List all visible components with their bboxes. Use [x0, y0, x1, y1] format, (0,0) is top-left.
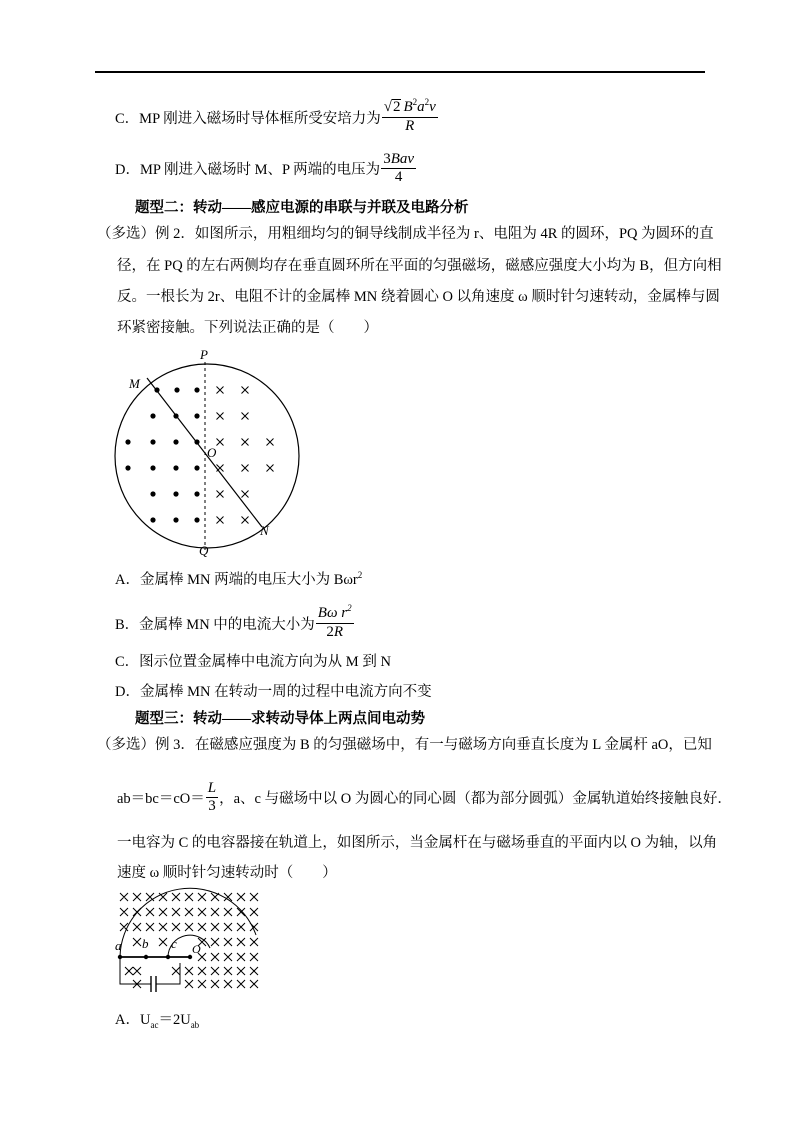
example3-line3: 一电容为 C 的电容器接在轨道上，如图所示，当金属杆在与磁场垂直的平面内以 O 为轴，以角	[117, 835, 718, 851]
field-cross	[242, 387, 249, 394]
option-b-text: B．金属棒 MN 中的电流大小为	[115, 616, 315, 633]
denominator-coefficient: 2	[326, 624, 334, 640]
field-cross	[267, 465, 274, 472]
sqrt-argument: 2	[392, 99, 401, 115]
label-o: O	[192, 942, 201, 956]
label-q: Q	[199, 543, 209, 558]
fraction-denominator	[324, 624, 345, 641]
point-c	[166, 955, 170, 959]
example3-line4: 速度 ω 顺时针匀速转动时（ ）	[117, 865, 337, 881]
field-dot	[150, 465, 155, 470]
example2-stem-line1: （多选）例 2．如图所示，用粗细均匀的铜导线制成半径为 r、电阻为 4R 的圆环，PQ 为圆环的直	[97, 226, 714, 242]
field-dot	[173, 517, 178, 522]
field-cross	[217, 387, 224, 394]
field-dot	[194, 465, 199, 470]
field-dot	[173, 439, 178, 444]
label-a: a	[115, 938, 122, 953]
field-dot	[194, 413, 199, 418]
numerator-variables: Bav	[390, 150, 415, 167]
option-a-exponent: 2	[357, 570, 363, 580]
label-m: M	[129, 376, 140, 391]
example3-line2	[117, 775, 732, 819]
sqrt-symbol: √	[383, 99, 392, 115]
field-cross	[242, 413, 249, 420]
prev-option-d	[115, 146, 417, 190]
field-dot	[150, 491, 155, 496]
field-dot	[154, 387, 159, 392]
cross-row-5	[198, 953, 258, 961]
label-b: b	[142, 936, 149, 951]
var-a: a	[417, 99, 425, 115]
example3-figure	[110, 885, 270, 997]
field-dot	[173, 465, 178, 470]
prev-option-c-fraction	[382, 99, 438, 135]
prev-option-c-text: C．MP 刚进入磁场时导体框所受安培力为	[115, 110, 381, 127]
example2-stem-line2: 径，在 PQ 的左右两侧均存在垂直圆环所在平面的匀强磁场，磁感应强度大小均为 B，但方向相	[117, 258, 722, 274]
example3-option-a	[115, 1010, 199, 1030]
fraction-numerator	[381, 151, 416, 169]
exp-b: 2	[412, 97, 418, 107]
field-dot	[173, 413, 178, 418]
label-n: N	[260, 523, 269, 538]
cross-row-3	[120, 923, 258, 931]
numerator-exponent: 2	[347, 603, 352, 613]
example2-stem-line3: 反。一根长为 2r、电阻不计的金属棒 MN 绕着圆心 O 以角速度 ω 顺时针匀速转动，金属棒与圆	[117, 289, 720, 305]
example2-option-a	[115, 570, 362, 590]
field-cross	[217, 413, 224, 420]
example2-stem-line4: 环紧密接触。下列说法正确的是（ ）	[117, 320, 378, 336]
field-cross	[242, 465, 249, 472]
option-a-middle: ＝2U	[158, 1012, 191, 1028]
field-cross	[242, 491, 249, 498]
fraction-denominator: R	[405, 118, 415, 134]
field-cross	[267, 439, 274, 446]
field-cross	[217, 517, 224, 524]
field-dot	[174, 387, 179, 392]
exp-a: 2	[424, 97, 430, 107]
label-c: c	[171, 936, 177, 951]
field-dot	[150, 413, 155, 418]
field-dot	[194, 387, 199, 392]
fraction-denominator: 4	[394, 168, 403, 185]
option-a-prefix: A．U	[115, 1012, 151, 1028]
field-dot	[150, 439, 155, 444]
option-a-sub2: ab	[190, 1020, 200, 1030]
cross-row-1	[120, 893, 258, 901]
section3-title: 题型三：转动——求转动导体上两点间电动势	[135, 711, 425, 727]
field-dot	[194, 439, 199, 444]
field-dots	[125, 387, 199, 522]
cross-row-7	[133, 980, 258, 988]
option-a-sub1: ac	[150, 1020, 159, 1030]
field-dot	[194, 491, 199, 496]
example2-figure	[110, 343, 310, 563]
prev-option-c	[115, 95, 439, 139]
field-dot	[150, 517, 155, 522]
numerator-variables: Bω r	[317, 605, 348, 621]
sqrt-expression	[384, 99, 402, 116]
field-cross	[242, 517, 249, 524]
field-cross	[217, 439, 224, 446]
var-v: v	[429, 99, 436, 115]
numerator-coefficient: 3	[383, 150, 391, 167]
fraction-numerator	[382, 99, 438, 118]
field-crosses	[217, 387, 274, 524]
top-rule	[95, 71, 705, 73]
option-a-text: A．金属棒 MN 两端的电压大小为 Bωr	[115, 572, 358, 588]
fraction-numerator: L	[207, 779, 217, 796]
fraction-denominator: 3	[208, 797, 216, 814]
field-dot	[125, 439, 130, 444]
label-o: O	[207, 445, 217, 460]
prev-option-d-fraction	[381, 151, 416, 186]
capacitor-lead-left	[120, 957, 151, 984]
field-cross	[242, 439, 249, 446]
line2-prefix: ab＝bc＝cO＝	[117, 790, 205, 807]
cross-row-6	[125, 967, 258, 975]
line2-fraction	[206, 780, 218, 815]
field-dot	[125, 465, 130, 470]
example3-line1: （多选）例 3．在磁感应强度为 B 的匀强磁场中，有一与磁场方向垂直长度为 L 金属杆 aO，已知	[97, 737, 712, 753]
point-b	[144, 955, 148, 959]
field-cross	[217, 491, 224, 498]
field-cross	[217, 465, 224, 472]
fraction-numerator	[316, 605, 354, 624]
example2-option-c: C．图示位置金属棒中电流方向为从 M 到 N	[115, 654, 391, 670]
prev-option-d-text: D．MP 刚进入磁场时 M、P 两端的电压为	[115, 161, 381, 178]
field-dot	[194, 517, 199, 522]
example2-option-b	[115, 601, 355, 645]
option-b-fraction	[316, 605, 354, 641]
field-dot	[173, 491, 178, 496]
denominator-variable: R	[333, 624, 344, 640]
section2-title: 题型二：转动——感应电源的串联与并联及电路分析	[135, 200, 469, 216]
line2-suffix: ，a、c 与磁场中以 O 为圆心的同心圆（都为部分圆弧）金属轨道始终接触良好．	[219, 790, 732, 807]
capacitor-lead-right	[156, 963, 180, 984]
example2-option-d: D．金属棒 MN 在转动一周的过程中电流方向不变	[115, 684, 432, 700]
var-b: B	[403, 99, 413, 115]
label-p: P	[200, 347, 208, 362]
